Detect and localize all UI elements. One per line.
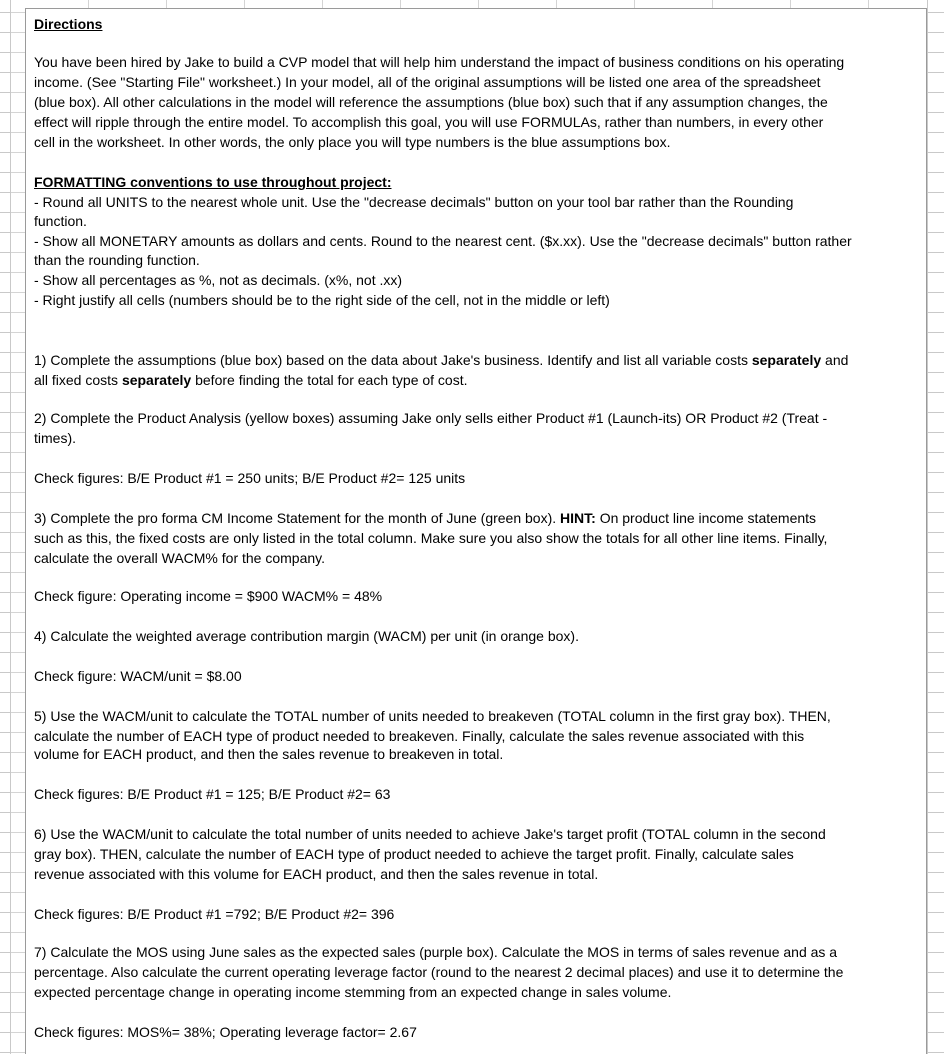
formatting-line: than the rounding function. [34, 252, 200, 268]
step-6-line: 6) Use the WACM/unit to calculate the total number of units needed to achieve Jake's target profit (TOTAL column in the second [34, 826, 826, 842]
intro-line: (blue box). All other calculations in the model will reference the assumptions (blue box) such that if any assumption changes, the [34, 94, 828, 110]
step-7-line: expected percentage change in operating income stemming from an expected change in sales volume. [34, 984, 672, 1000]
intro-line: income. (See "Starting File" worksheet.) In your model, all of the original assumptions will be listed one area of the spreadsheet [34, 74, 821, 90]
step-3-line: such as this, the fixed costs are only listed in the total column. Make sure you also show the totals for all other line items. Finally, [34, 530, 828, 546]
intro-line: cell in the worksheet. In other words, the only place you will type numbers is the blue assumptions box. [34, 134, 671, 150]
row-gutter [0, 0, 11, 1054]
check-figures-2: Check figures: B/E Product #1 = 250 units; B/E Product #2= 125 units [34, 470, 466, 486]
intro-line: effect will ripple through the entire model. To accomplish this goal, you will use FORMULAs, rather than numbers, in every other [34, 114, 824, 130]
step-4-line: 4) Calculate the weighted average contribution margin (WACM) per unit (in orange box). [34, 628, 579, 644]
step-5-line: volume for EACH product, and then the sales revenue to breakeven in total. [34, 746, 504, 762]
step-6-line: gray box). THEN, calculate the number of EACH type of product needed to achieve the target profit. Finally, calculate sales [34, 846, 794, 862]
step-6-line: revenue associated with this volume for EACH product, and then the sales revenue in total. [34, 866, 599, 882]
step-7-line: percentage. Also calculate the current operating leverage factor (round to the nearest 2 decimal places) and use it to determine the [34, 964, 844, 980]
check-figures-5: Check figures: B/E Product #1 = 125; B/E Product #2= 63 [34, 786, 391, 802]
directions-title: Directions [34, 16, 103, 32]
directions-textbox[interactable] [25, 8, 927, 1054]
step-3-line: calculate the overall WACM% for the company. [34, 550, 326, 566]
check-figures-6: Check figures: B/E Product #1 =792; B/E Product #2= 396 [34, 906, 395, 922]
step-3-line: 3) Complete the pro forma CM Income Statement for the month of June (green box). HINT: On product line income statements [34, 510, 817, 526]
formatting-line: - Show all percentages as %, not as decimals. (x%, not .xx) [34, 272, 403, 288]
formatting-line: - Round all UNITS to the nearest whole unit. Use the "decrease decimals" button on your tool bar rather than the Rounding [34, 194, 794, 210]
check-figures-7: Check figures: MOS%= 38%; Operating leverage factor= 2.67 [34, 1024, 417, 1040]
formatting-line: - Right justify all cells (numbers should be to the right side of the cell, not in the middle or left) [34, 292, 610, 308]
step-7-line: 7) Calculate the MOS using June sales as the expected sales (purple box). Calculate the MOS in terms of sales revenue and as a [34, 944, 838, 960]
step-2-line: 2) Complete the Product Analysis (yellow boxes) assuming Jake only sells either Product #1 (Launch-its) OR Product #2 (Treat - [34, 410, 828, 426]
step-5-line: calculate the number of EACH type of product needed to breakeven. Finally, calculate the sales revenue associated with this [34, 728, 805, 744]
step-1-line: all fixed costs separately before finding the total for each type of cost. [34, 372, 468, 388]
step-1-line: 1) Complete the assumptions (blue box) based on the data about Jake's business. Identify and list all variable costs separately and [34, 352, 849, 368]
formatting-heading: FORMATTING conventions to use throughout project: [34, 174, 392, 190]
column-strip [927, 0, 944, 1054]
formatting-line: - Show all MONETARY amounts as dollars and cents. Round to the nearest cent. ($x.xx). Use the "decrease decimals" button rather [34, 233, 852, 249]
formatting-line: function. [34, 213, 87, 229]
intro-line: You have been hired by Jake to build a CVP model that will help him understand the impact of business conditions on his operating [34, 54, 845, 70]
step-2-line: times). [34, 430, 76, 446]
step-5-line: 5) Use the WACM/unit to calculate the TOTAL number of units needed to breakeven (TOTAL column in the first gray box). THEN, [34, 708, 831, 724]
check-figures-3: Check figure: Operating income = $900 WACM% = 48% [34, 588, 383, 604]
check-figures-4: Check figure: WACM/unit = $8.00 [34, 668, 242, 684]
